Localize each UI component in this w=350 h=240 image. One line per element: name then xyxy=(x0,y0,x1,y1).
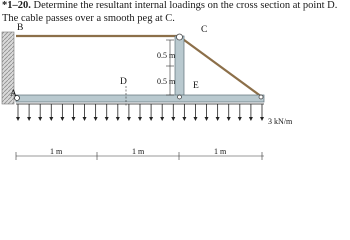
load-arrowhead xyxy=(216,117,220,121)
problem-statement-line1: Determine the resultant internal loadings on the cross section at point D. xyxy=(33,0,338,11)
load-arrowhead xyxy=(171,117,175,121)
load-arrowhead xyxy=(49,117,53,121)
dim-upper-label: 0.5 m xyxy=(157,51,176,60)
load-arrowhead xyxy=(182,117,186,121)
load-arrowhead xyxy=(94,117,98,121)
dim-bottom-1: 1 m xyxy=(50,147,63,156)
load-arrowhead xyxy=(127,117,131,121)
pin-right-end xyxy=(259,95,263,99)
load-arrowhead xyxy=(60,117,64,121)
load-arrowhead xyxy=(138,117,142,121)
label-a: A xyxy=(10,89,17,99)
dim-bottom-3: 1 m xyxy=(214,147,227,156)
load-arrowhead xyxy=(249,117,253,121)
label-c: C xyxy=(201,25,208,35)
vertical-post xyxy=(175,36,184,98)
load-arrowhead xyxy=(16,117,20,121)
peg-c xyxy=(177,34,183,40)
load-arrowhead xyxy=(116,117,120,121)
label-e: E xyxy=(193,81,199,91)
load-arrowhead xyxy=(260,117,264,121)
load-label: 3 kN/m xyxy=(268,117,293,126)
problem-statement-line2: The cable passes over a smooth peg at C. xyxy=(2,13,175,24)
load-arrowhead xyxy=(38,117,42,121)
post-dimensions xyxy=(166,40,174,95)
pin-e xyxy=(178,95,182,99)
label-b: B xyxy=(17,23,24,33)
load-arrowhead xyxy=(238,117,242,121)
load-arrowhead xyxy=(160,117,164,121)
problem-number: *1–20. xyxy=(2,0,31,11)
load-arrowhead xyxy=(83,117,87,121)
dim-lower-label: 0.5 m xyxy=(157,77,176,86)
label-d: D xyxy=(120,77,127,87)
load-arrowhead xyxy=(149,117,153,121)
load-arrowhead xyxy=(193,117,197,121)
distributed-load xyxy=(16,104,264,121)
load-arrowhead xyxy=(27,117,31,121)
horizontal-beam xyxy=(16,95,264,102)
load-arrowhead xyxy=(205,117,209,121)
dim-bottom-2: 1 m xyxy=(132,147,145,156)
load-arrowhead xyxy=(71,117,75,121)
load-arrowhead xyxy=(105,117,109,121)
load-arrowhead xyxy=(227,117,231,121)
